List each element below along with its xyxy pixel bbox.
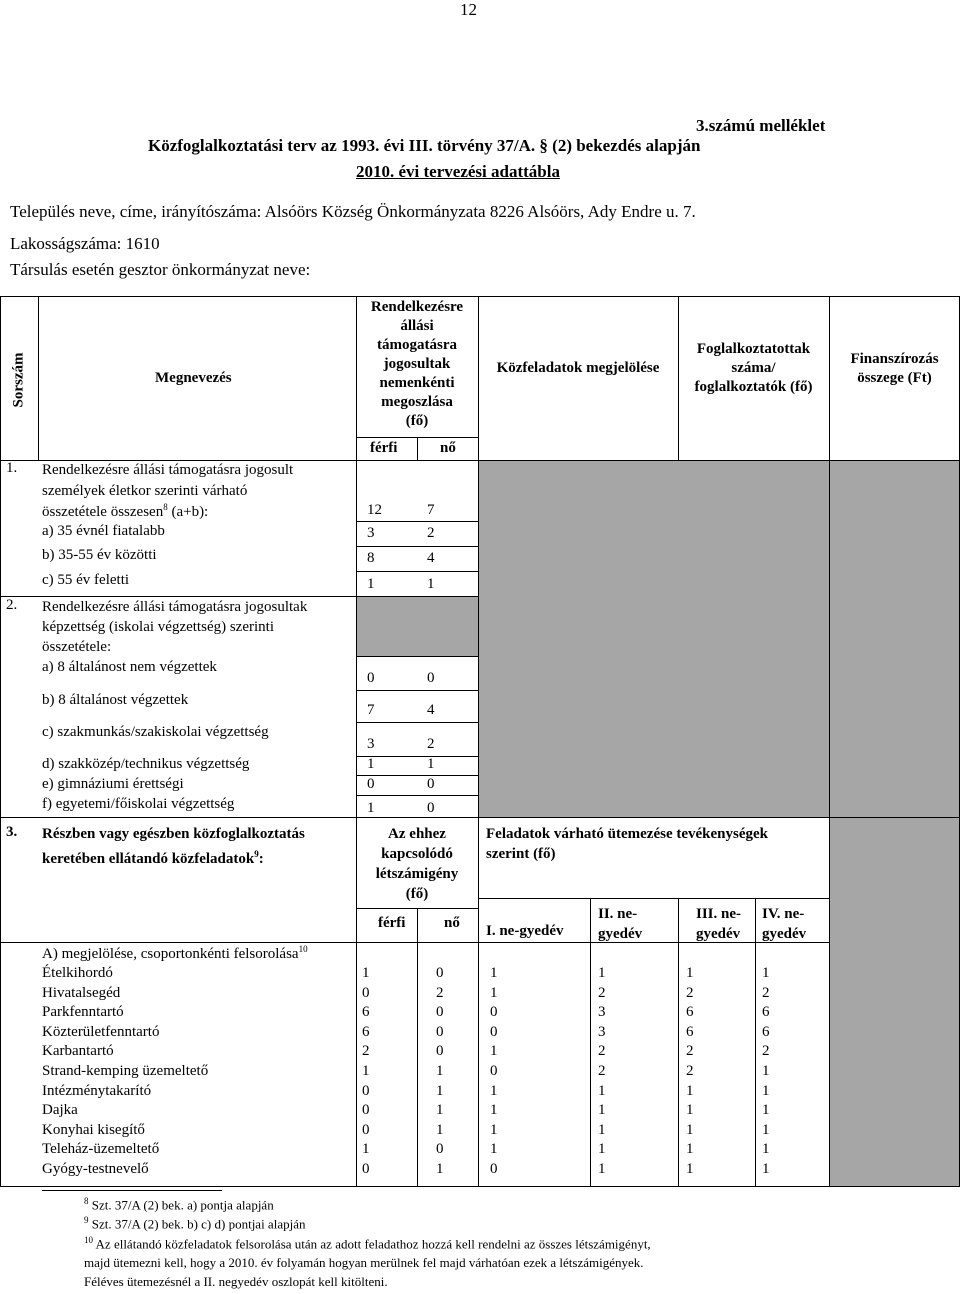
task-value-q3: 6 — [686, 1023, 694, 1040]
task-value-q1: 0 — [490, 1063, 498, 1079]
task-value-m: 0 — [362, 1082, 370, 1099]
headcount-header: Az ehhez kapcsolódó létszámigény (fő) — [375, 826, 459, 902]
task-name: Közterületfenntartó — [42, 1023, 160, 1040]
shade-foglalkoztatottak — [678, 460, 829, 817]
kozfeladatok-header: Közfeladatok megjelölése — [496, 360, 660, 376]
task-value-q2: 1 — [598, 1121, 606, 1138]
task-value-m: 2 — [362, 1043, 370, 1060]
title-line-1: Közfoglalkoztatási terv az 1993. évi III. törvény 37/A. § (2) bekezdés alapján — [148, 136, 701, 155]
s3-ferfi-header: férfi — [378, 915, 406, 931]
schedule-header: Feladatok várható ütemezése tevékenységek szerint (fő) — [486, 826, 769, 862]
task-value-q3: 1 — [686, 965, 694, 981]
task-value-m: 6 — [362, 1004, 370, 1021]
task-value-f: 1 — [436, 1063, 444, 1079]
s2-row-label: f) egyetemi/főiskolai végzettség — [42, 796, 235, 812]
task-value-q1: 1 — [490, 1102, 498, 1119]
task-value-f: 1 — [436, 1121, 444, 1138]
task-value-q2: 1 — [598, 1141, 606, 1158]
list-label: A) megjelölése, csoportonkénti felsorolása$^{10}$ — [42, 944, 308, 962]
task-value-f: 2 — [436, 984, 444, 1001]
task-name: Gyógy-testnevelő — [42, 1161, 149, 1177]
task-name: Teleház-üzemeltető — [42, 1141, 160, 1158]
task-value-m: 6 — [362, 1023, 370, 1040]
s2-row-f: 2 — [427, 736, 435, 752]
task-name: Strand-kemping üzemeltető — [42, 1063, 209, 1079]
task-value-f: 0 — [436, 965, 444, 981]
s2-row-m: 1 — [367, 800, 375, 816]
section1-total-label: összetétele összesen$^8$ (a+b): — [42, 502, 209, 520]
task-value-q4: 1 — [762, 1102, 770, 1119]
task-value-q4: 1 — [762, 1121, 770, 1138]
section2-title: Rendelkezésre állási támogatásra jogosultak képzettség (iskolai végzettség) szerinti összetétele: — [42, 599, 308, 655]
s1-row-f: 1 — [427, 576, 435, 592]
task-value-m: 0 — [362, 1102, 370, 1119]
task-value-q1: 0 — [490, 1161, 498, 1177]
no-header: nő — [440, 440, 456, 456]
distribution-header: Rendelkezésre állási támogatásra jogosultak nemenkénti megoszlása (fő) — [370, 299, 464, 429]
q1-header: I. ne-gyedév — [486, 923, 564, 939]
task-value-q3: 2 — [686, 1063, 694, 1079]
s2-row-label: b) 8 általánost végzettek — [42, 692, 189, 708]
s2-row-m: 7 — [367, 702, 375, 718]
s2-row-f: 0 — [427, 776, 435, 792]
s1-row-m: 8 — [367, 550, 375, 566]
task-value-m: 0 — [362, 1121, 370, 1138]
section3-num: 3. — [6, 824, 18, 840]
task-value-q3: 1 — [686, 1082, 694, 1099]
task-name: Karbantartó — [42, 1043, 114, 1060]
shade-kozfeladatok — [478, 460, 678, 817]
s2-row-m: 0 — [367, 670, 375, 686]
s2-row-m: 0 — [367, 776, 375, 792]
task-value-q2: 1 — [598, 1102, 606, 1119]
s2-row-label: e) gimnáziumi érettségi — [42, 776, 184, 792]
task-value-q2: 2 — [598, 1063, 606, 1079]
task-name: Konyhai kisegítő — [42, 1121, 145, 1138]
task-value-q4: 2 — [762, 1043, 770, 1060]
task-value-f: 1 — [436, 1102, 444, 1119]
task-value-q2: 1 — [598, 1161, 606, 1177]
s1-row-f: 4 — [427, 550, 435, 566]
task-value-f: 0 — [436, 1043, 444, 1060]
s2-row-f: 1 — [427, 756, 435, 772]
shade-section2-values — [356, 596, 478, 656]
footnote: $^{10}$ Az ellátandó közfeladatok felsorolása után az adott feladathoz hozzá kell rendelni az összes létszámigényt, — [84, 1235, 651, 1252]
s3-no-header: nő — [444, 915, 460, 931]
task-value-q4: 1 — [762, 1161, 770, 1177]
task-value-q4: 2 — [762, 984, 770, 1001]
q4-header: IV. ne- gyedév — [762, 906, 807, 942]
task-value-q1: 1 — [490, 984, 498, 1001]
task-value-q4: 1 — [762, 1063, 770, 1079]
task-value-q3: 2 — [686, 1043, 694, 1060]
task-name: Hivatalsegéd — [42, 984, 121, 1001]
task-value-q1: 1 — [490, 1121, 498, 1138]
footnote: $^9$ Szt. 37/A (2) bek. b) c) d) pontjai alapján — [84, 1215, 306, 1232]
s2-row-label: c) szakmunkás/szakiskolai végzettség — [42, 724, 269, 740]
sorszam-header: Sorszám — [10, 352, 27, 408]
task-value-q4: 1 — [762, 1082, 770, 1099]
task-name: Intézménytakarító — [42, 1082, 152, 1099]
s1-row-label: b) 35-55 év közötti — [42, 547, 157, 563]
s2-row-m: 3 — [367, 736, 375, 752]
s2-row-label: d) szakközép/technikus végzettség — [42, 756, 250, 772]
task-value-q2: 2 — [598, 984, 606, 1001]
task-value-f: 0 — [436, 1023, 444, 1040]
task-value-f: 1 — [436, 1082, 444, 1099]
task-name: Dajka — [42, 1102, 78, 1119]
task-value-q3: 1 — [686, 1121, 694, 1138]
task-value-m: 1 — [362, 1063, 370, 1079]
task-value-q3: 1 — [686, 1141, 694, 1158]
task-value-f: 0 — [436, 1141, 444, 1158]
s2-row-f: 0 — [427, 800, 435, 816]
section1-total-m: 12 — [367, 502, 382, 518]
task-value-q1: 1 — [490, 965, 498, 981]
task-value-m: 1 — [362, 965, 370, 981]
s1-row-label: a) 35 évnél fiatalabb — [42, 523, 165, 539]
s2-row-label: a) 8 általánost nem végzettek — [42, 659, 217, 675]
s2-row-m: 1 — [367, 756, 375, 772]
task-value-q4: 6 — [762, 1023, 770, 1040]
q2-header: II. ne- gyedév — [598, 906, 643, 942]
s1-row-f: 2 — [427, 525, 435, 541]
foglalkoztatottak-header: Foglalkoztatottak száma/ foglalkoztatók (fő) — [694, 341, 813, 395]
task-value-q2: 2 — [598, 1043, 606, 1060]
task-value-f: 1 — [436, 1161, 444, 1177]
annex-label: 3.számú melléklet — [696, 116, 826, 135]
shade-finanszirozas-1 — [829, 460, 960, 817]
section2-num: 2. — [6, 597, 18, 613]
settlement-label: Település neve, címe, irányítószáma: Alsóörs Község Önkormányzata 8226 Alsóörs, Ady Endre u. 7. — [10, 202, 696, 221]
task-name: Parkfenntartó — [42, 1004, 124, 1021]
task-value-q1: 1 — [490, 1043, 498, 1060]
task-value-q1: 1 — [490, 1141, 498, 1158]
task-value-q4: 6 — [762, 1004, 770, 1021]
s2-row-f: 0 — [427, 670, 435, 686]
ferfi-header: férfi — [370, 440, 398, 456]
population-label: Lakosságszáma: 1610 — [10, 234, 160, 253]
s1-row-m: 3 — [367, 525, 375, 541]
task-value-m: 1 — [362, 1141, 370, 1158]
s2-row-f: 4 — [427, 702, 435, 718]
task-value-f: 0 — [436, 1004, 444, 1021]
task-value-q1: 0 — [490, 1023, 498, 1040]
s1-row-label: c) 55 év feletti — [42, 572, 130, 588]
footnote: $^8$ Szt. 37/A (2) bek. a) pontja alapján — [84, 1196, 274, 1213]
shade-finanszirozas-3 — [829, 817, 960, 1186]
task-value-q3: 2 — [686, 984, 694, 1001]
task-value-q2: 1 — [598, 965, 606, 981]
q3-header: III. ne- gyedév — [696, 906, 742, 942]
footnote-cont: majd ütemezni kell, hogy a 2010. év folyamán hogyan merülnek fel majd várhatóan ezek a létszámigények. — [84, 1255, 644, 1270]
footnote-cont: Féléves ütemezésnél a II. negyedév oszlopát kell kitölteni. — [84, 1274, 388, 1289]
section1-num: 1. — [6, 460, 18, 476]
consortium-label: Társulás esetén gesztor önkormányzat neve: — [10, 260, 311, 279]
section1-title: Rendelkezésre állási támogatásra jogosult személyek életkor szerinti várható — [42, 462, 294, 499]
task-value-q4: 1 — [762, 965, 770, 981]
section3-title: Részben vagy egészben közfoglalkoztatás keretében ellátandó közfeladatok$^9$: — [42, 826, 305, 867]
task-value-q2: 3 — [598, 1023, 606, 1040]
task-value-m: 0 — [362, 1161, 370, 1177]
page-number: 12 — [460, 0, 477, 19]
s1-row-m: 1 — [367, 576, 375, 592]
task-name: Ételkihordó — [42, 965, 113, 981]
section1-total-f: 7 — [427, 502, 435, 518]
task-value-q4: 1 — [762, 1141, 770, 1158]
task-value-q1: 0 — [490, 1004, 498, 1021]
task-value-q3: 1 — [686, 1161, 694, 1177]
finanszirozas-header: Finanszírozás összege (Ft) — [850, 351, 939, 386]
megnevezes-header: Megnevezés — [155, 370, 232, 386]
title-line-2: 2010. évi tervezési adattábla — [356, 162, 560, 181]
task-value-q1: 1 — [490, 1082, 498, 1099]
task-value-q3: 6 — [686, 1004, 694, 1021]
task-value-q3: 1 — [686, 1102, 694, 1119]
task-value-q2: 1 — [598, 1082, 606, 1099]
task-value-m: 0 — [362, 984, 370, 1001]
task-value-q2: 3 — [598, 1004, 606, 1021]
